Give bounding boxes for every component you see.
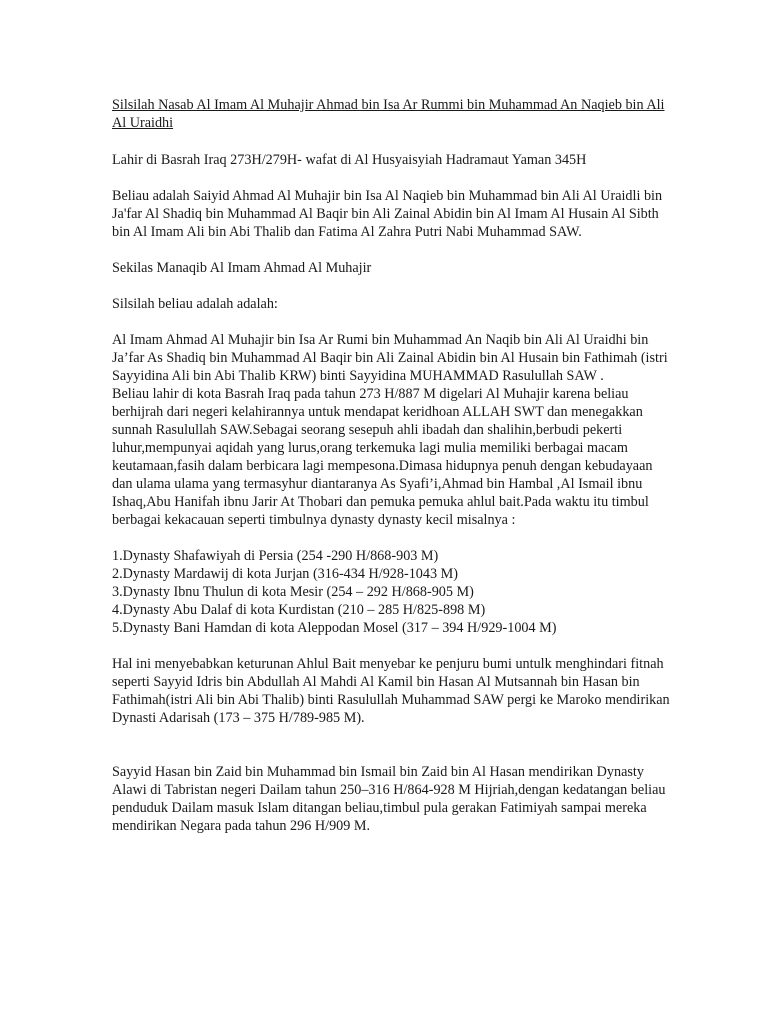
- list-item: 3.Dynasty Ibnu Thulun di kota Mesir (254 – 292 H/868-905 M): [112, 584, 474, 600]
- spacer: [112, 727, 672, 763]
- document-body: [112, 96, 672, 835]
- spacer: [112, 637, 672, 655]
- biography-paragraph: Beliau lahir di kota Basrah Iraq pada tahun 273 H/887 M digelari Al Muhajir karena beliau berhijrah dari negeri kelahirannya untuk mendapat keridhoan ALLAH SWT dan menegakkan sunnah Rasulullah SAW.Sebagai seorang sesepuh ahli ibadah dan shalihin,berbudi pekerti luhur,mempunyai aqidah yang lurus,orang terkemuka lagi mulia memiliki berbagai macam keutamaan,fasih dalam berbicara lagi mempesona.Dimasa hidupnya penuh dengan kebudayaan dan ulama ulama yang termasyhur diantaranya As Syafi’i,Ahmad bin Hambal ,Al Ismail ibnu Ishaq,Abu Hanifah ibnu Jarir At Thobari dan pemuka pemuka ahlul bait.Pada waktu itu timbul berbagai kekacauan seperti timbulnya dynasty dynasty kecil misalnya :: [112, 386, 653, 528]
- migration-paragraph: Hal ini menyebabkan keturunan Ahlul Bait menyebar ke penjuru bumi untulk menghindari fitnah seperti Sayyid Idris bin Abdullah Al Mahdi Al Kamil bin Hasan Al Mutsannah bin Hasan bin Fathimah(istri Ali bin Abi Thalib) binti Rasulullah Muhammad SAW pergi ke Maroko mendirikan Dynasti Adarisah (173 – 375 H/789-985 M).: [112, 656, 670, 726]
- spacer: [112, 241, 672, 259]
- spacer: [112, 313, 672, 331]
- birth-info: Lahir di Basrah Iraq 273H/279H- wafat di Al Husyaisyiah Hadramaut Yaman 345H: [112, 152, 587, 168]
- silsilah-label: Silsilah beliau adalah adalah:: [112, 296, 278, 312]
- dynasty-list: [112, 547, 672, 637]
- list-item: 1.Dynasty Shafawiyah di Persia (254 -290 H/868-903 M): [112, 548, 439, 564]
- list-item: 2.Dynasty Mardawij di kota Jurjan (316-434 H/928-1043 M): [112, 566, 458, 582]
- spacer: [112, 277, 672, 295]
- silsilah-full: Al Imam Ahmad Al Muhajir bin Isa Ar Rumi bin Muhammad An Naqib bin Ali Al Uraidhi bin Ja’far As Shadiq bin Muhammad Al Baqir bin Ali Zainal Abidin bin Al Husain bin Fathimah (istri Sayyidina Ali bin Abi Thalib KRW) binti Sayyidina MUHAMMAD Rasulullah SAW .: [112, 332, 668, 384]
- list-item: 4.Dynasty Abu Dalaf di kota Kurdistan (210 – 285 H/825-898 M): [112, 602, 486, 618]
- alawi-paragraph: Sayyid Hasan bin Zaid bin Muhammad bin Ismail bin Zaid bin Al Hasan mendirikan Dynasty Alawi di Tabristan negeri Dailam tahun 250–316 H/864-928 M Hijriah,dengan kedatangan beliau penduduk Dailam masuk Islam ditangan beliau,timbul pula gerakan Fatimiyah sampai mereka mendirikan Negara pada tahun 296 H/909 M.: [112, 764, 666, 834]
- spacer: [112, 169, 672, 187]
- lineage-paragraph: Beliau adalah Saiyid Ahmad Al Muhajir bin Isa Al Naqieb bin Muhammad bin Ali Al Uraidli bin Ja'far Al Shadiq bin Muhammad Al Baqir bin Ali Zainal Abidin bin Al Imam Al Husain Al Sibth bin Al Imam Ali bin Abi Thalib dan Fatima Al Zahra Putri Nabi Muhammad SAW.: [112, 188, 663, 240]
- spacer: [112, 529, 672, 547]
- document-title: Silsilah Nasab Al Imam Al Muhajir Ahmad bin Isa Ar Rummi bin Muhammad An Naqieb bin Ali Al Uraidhi: [112, 97, 665, 131]
- section-heading: Sekilas Manaqib Al Imam Ahmad Al Muhajir: [112, 260, 372, 276]
- list-item: 5.Dynasty Bani Hamdan di kota Aleppodan Mosel (317 – 394 H/929-1004 M): [112, 620, 557, 636]
